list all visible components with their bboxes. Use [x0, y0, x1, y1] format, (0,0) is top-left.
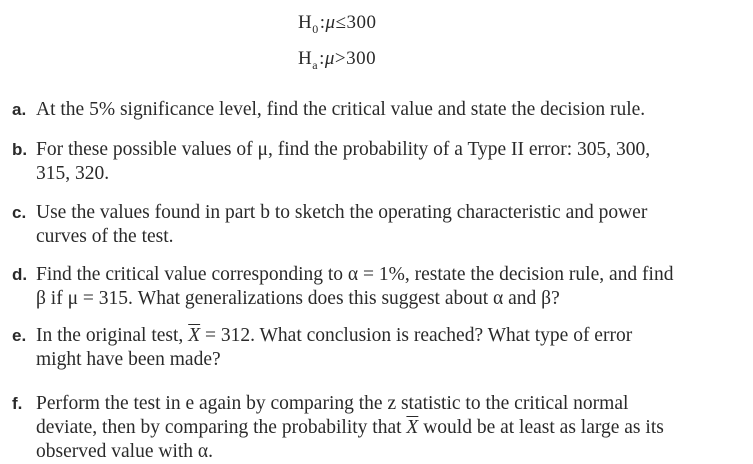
question-e — [12, 324, 742, 372]
colon: : — [319, 12, 326, 33]
item-text-continued: might have been made? — [36, 349, 221, 370]
item-text-continued: curves of the test. — [36, 226, 174, 247]
relation-symbol: > — [334, 48, 347, 69]
item-text: For these possible values of μ, find the probability of a Type II error: 305, 300, — [36, 139, 651, 160]
relation-symbol: ≤ — [335, 12, 347, 33]
question-b — [12, 138, 742, 186]
hypothesis-value: 300 — [346, 48, 377, 69]
item-text: In the original test, — [36, 325, 189, 346]
h-symbol: H — [298, 12, 313, 33]
item-text-continued: 315, 320. — [36, 163, 110, 184]
item-text-after-symbol: would be at least as large as its — [418, 417, 664, 438]
item-letter: e. — [12, 326, 27, 345]
mu-symbol: μ — [324, 48, 335, 69]
item-letter: b. — [12, 140, 28, 159]
item-text: Use the values found in part b to sketch the operating characteristic and power — [36, 202, 648, 223]
item-text-after-symbol: = 312. What conclusion is reached? What type of error — [200, 325, 633, 346]
hypothesis-value: 300 — [346, 12, 377, 33]
x-bar-symbol: $\overline{X}$ — [406, 417, 419, 438]
item-text: At the 5% significance level, find the critical value and state the decision rule. — [36, 99, 646, 120]
item-letter: d. — [12, 265, 28, 284]
item-text: Perform the test in e again by comparing the z statistic to the critical normal — [36, 393, 629, 414]
item-letter: a. — [12, 100, 27, 119]
x-bar-symbol: $\overline{X}$ — [188, 325, 201, 346]
item-text-part: deviate, then by comparing the probability that — [36, 417, 407, 438]
alternative-hypothesis — [298, 48, 376, 70]
item-text: Find the critical value corresponding to α = 1%, restate the decision rule, and find — [36, 264, 674, 285]
item-text-continued: β if μ = 315. What generalizations does this suggest about α and β? — [36, 288, 560, 309]
question-f — [12, 392, 742, 464]
item-letter: f. — [12, 394, 23, 413]
mu-symbol: μ — [325, 12, 336, 33]
question-a — [12, 98, 742, 122]
h-subscript: 0 — [312, 22, 319, 36]
colon: : — [319, 48, 325, 69]
item-letter: c. — [12, 203, 27, 222]
null-hypothesis — [298, 12, 377, 34]
question-c — [12, 201, 742, 249]
question-d — [12, 263, 742, 311]
h-subscript: a — [312, 58, 319, 72]
item-text-continued — [12, 416, 742, 440]
item-text-continued: observed value with α. — [36, 441, 214, 462]
h-symbol: H — [298, 48, 313, 69]
